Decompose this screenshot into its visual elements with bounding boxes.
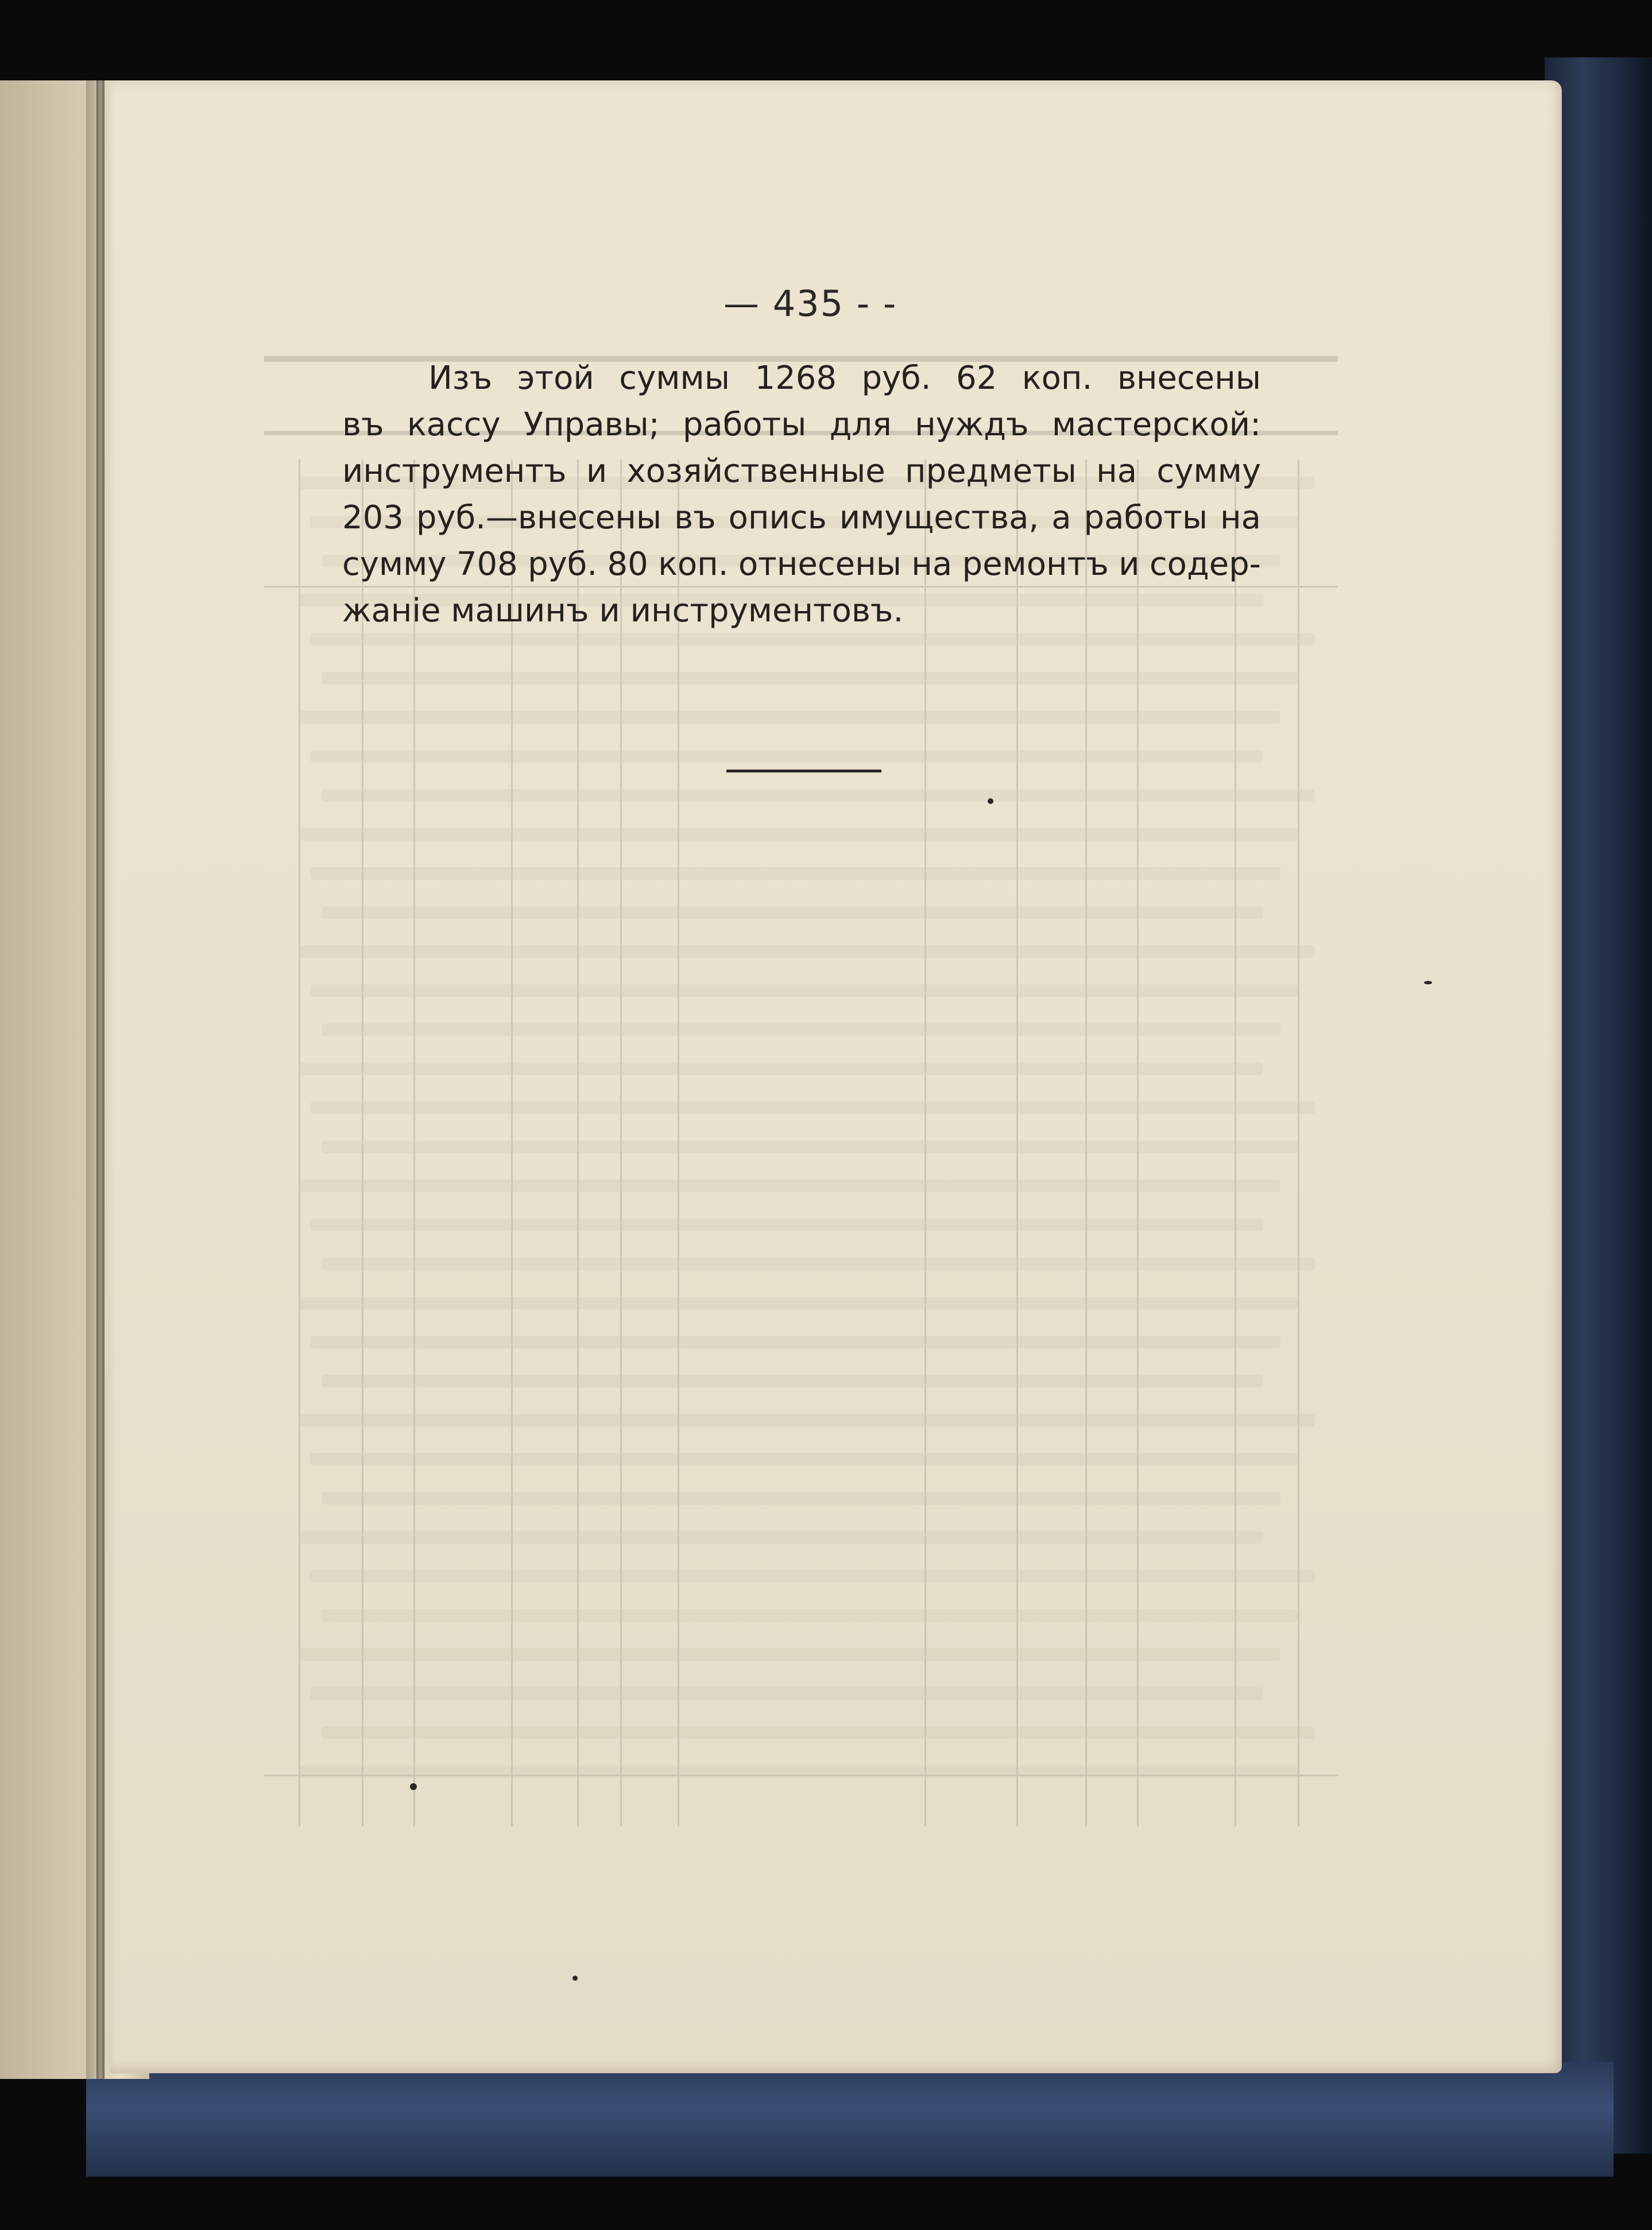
word: предметы <box>904 453 1077 490</box>
word: Управы; <box>523 406 660 443</box>
ghost-text-row <box>322 1492 1280 1505</box>
ghost-text-row <box>322 1023 1280 1036</box>
ghost-text-row <box>310 1570 1315 1583</box>
word: кассу <box>407 406 501 443</box>
word: инструментъ <box>342 453 567 490</box>
ghost-text-row <box>299 945 1315 958</box>
text-line <box>342 355 1261 401</box>
text-line <box>342 541 1261 588</box>
ghost-text-row <box>299 1062 1263 1075</box>
text-line <box>342 588 1261 634</box>
word: 80 <box>607 546 648 583</box>
ghost-text-row <box>310 867 1280 880</box>
ghost-text-row <box>322 1375 1263 1388</box>
ghost-text-row <box>310 1219 1263 1231</box>
word: руб. <box>861 360 931 397</box>
ghost-text-row <box>299 1531 1263 1544</box>
word: въ <box>342 406 384 443</box>
word: руб.—внесены <box>416 499 662 536</box>
book-cover-edge-bottom <box>86 2062 1614 2177</box>
word: на <box>1220 499 1261 536</box>
page-number: — 435 - - <box>724 283 897 324</box>
ink-speck <box>410 1783 417 1790</box>
ghost-text-row <box>299 1180 1280 1192</box>
word: работы <box>682 406 807 443</box>
ghost-text-row <box>299 1297 1298 1309</box>
word: мастерской: <box>1051 406 1261 443</box>
body-paragraph <box>342 355 1261 634</box>
ghost-text-row <box>299 1414 1315 1427</box>
ghost-text-row <box>322 906 1263 919</box>
word: жанiе <box>342 592 441 629</box>
ghost-text-row <box>299 1765 1298 1778</box>
word: руб. <box>528 546 598 583</box>
word: въ <box>674 499 716 536</box>
text-line <box>342 448 1261 494</box>
word: внесены <box>1117 360 1261 397</box>
word: сумму <box>1156 453 1261 490</box>
word: нуждъ <box>915 406 1029 443</box>
ink-speck <box>572 1976 578 1981</box>
word: работы <box>1084 499 1208 536</box>
ghost-text-row <box>322 672 1298 685</box>
word: 708 <box>456 546 518 583</box>
word: машинъ <box>451 592 589 629</box>
word: и <box>1119 546 1140 583</box>
ghost-text-row <box>310 1687 1263 1700</box>
word: имущества, <box>839 499 1039 536</box>
text-line <box>342 401 1261 448</box>
ghost-text-row <box>310 1102 1315 1114</box>
word: 203 <box>342 499 404 536</box>
word: и <box>599 592 620 629</box>
word: этой <box>517 360 594 397</box>
word: на <box>1096 453 1138 490</box>
ghost-text-row <box>322 1141 1298 1153</box>
ghost-text-row <box>299 711 1280 724</box>
ink-speck <box>1424 981 1432 984</box>
ghost-text-row <box>299 1648 1280 1661</box>
ghost-text-row <box>310 633 1315 646</box>
word: хозяйственные <box>626 453 885 490</box>
ghost-text-row <box>310 1453 1298 1466</box>
ghost-text-row <box>310 750 1263 763</box>
word: коп. <box>658 546 729 583</box>
word: и <box>586 453 608 490</box>
word: для <box>829 406 892 443</box>
ghost-text-row <box>322 1609 1298 1622</box>
ghost-column <box>1298 459 1299 1826</box>
word: сумму <box>342 546 447 583</box>
spine-shadow-line <box>96 80 105 2079</box>
word: на <box>911 546 953 583</box>
text-line <box>342 494 1261 541</box>
word: Изъ <box>428 360 493 397</box>
word: опись <box>728 499 827 536</box>
word: ремонтъ <box>962 546 1109 583</box>
ghost-text-row <box>310 984 1298 997</box>
word: суммы <box>619 360 730 397</box>
ghost-text-row <box>299 828 1298 841</box>
ghost-column <box>299 459 300 1826</box>
word: а <box>1051 499 1071 536</box>
word: инструментовъ. <box>630 592 904 629</box>
ghost-text-row <box>322 789 1315 802</box>
word: 1268 <box>755 360 837 397</box>
word: коп. <box>1022 360 1093 397</box>
section-rule <box>726 770 881 772</box>
ghost-text-row <box>322 1726 1315 1739</box>
ghost-text-row <box>322 1258 1315 1270</box>
word: 62 <box>956 360 997 397</box>
word: отнесены <box>738 546 902 583</box>
ghost-text-row <box>310 1336 1280 1348</box>
ink-speck <box>988 798 993 804</box>
word: содер- <box>1149 546 1261 583</box>
